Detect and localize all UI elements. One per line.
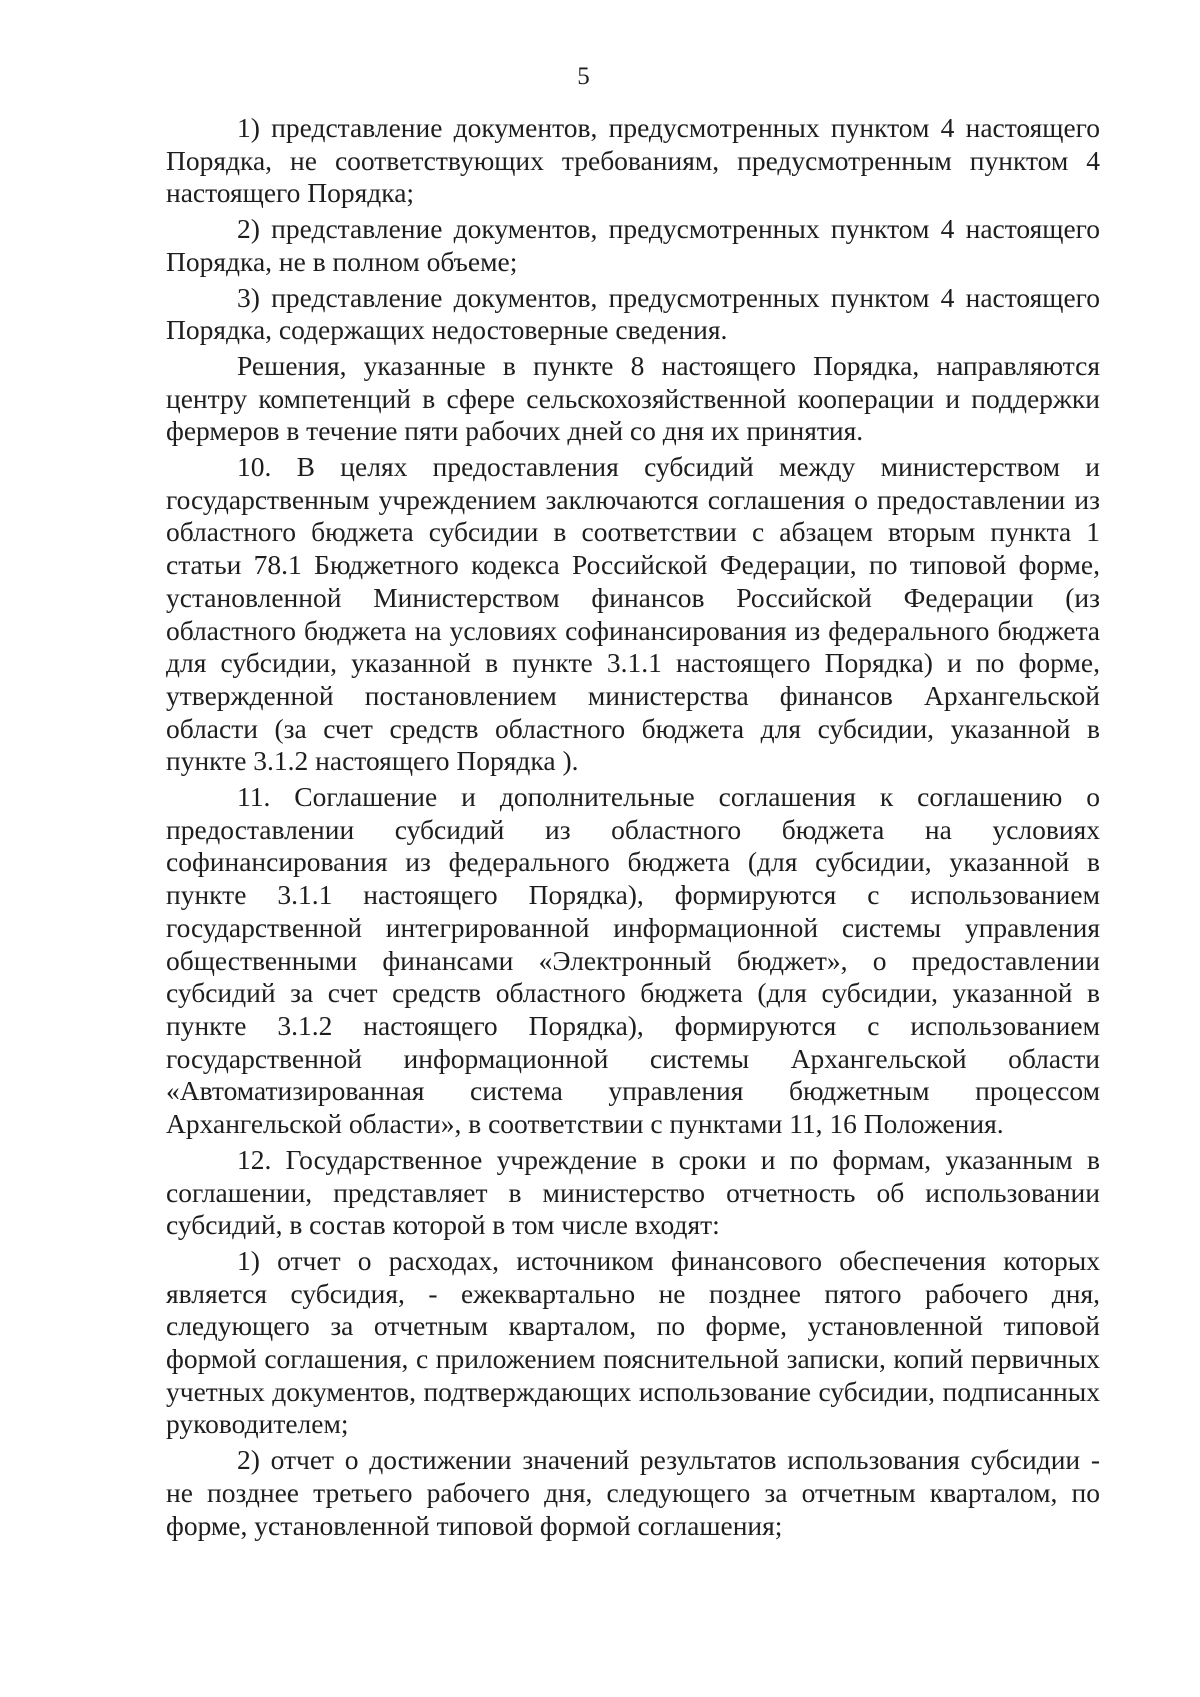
list-item-2: 2) представление документов, предусмотренных пунктом 4 настоящего Порядка, не в полном объеме; — [166, 213, 1100, 277]
decisions-paragraph: Решения, указанные в пункте 8 настоящего Порядка, направляются центру компетенций в сфере сельскохозяйственной кооперации и поддержки фермеров в течение пяти рабочих дней со дня их принятия. — [166, 349, 1100, 447]
clause-12-item-2: 2) отчет о достижении значений результатов использования субсидии - не позднее третьего рабочего дня, следующего за отчетным кварталом, по форме, установленной типовой формой соглашения; — [166, 1444, 1100, 1541]
page-number: 5 — [577, 63, 590, 90]
clause-10: 10. В целях предоставления субсидий между министерством и государственным учреждением заключаются соглашения о предоставлении из областного бюджета субсидии в соответствии с абзацем вторым пункта 1 статьи 78.1 Бюджетного кодекса Российской Федерации, по типовой форме, установленной Министерством финансов Российской Федерации (из областного бюджета на условиях софинансирования из федерального бюджета для субсидии, указанной в пункте 3.1.1 настоящего Порядка) и по форме, утвержденной постановлением министерства финансов Архангельской области (за счет средств областного бюджета для субсидии, указанной в пункте 3.1.2 настоящего Порядка ). — [166, 451, 1100, 777]
clause-12: 12. Государственное учреждение в сроки и по формам, указанным в соглашении, представляет в министерство отчетность об использовании субсидий, в состав которой в том числе входят: — [166, 1143, 1100, 1241]
clause-12-item-1: 1) отчет о расходах, источником финансового обеспечения которых является субсидия, - ежеквартально не позднее пятого рабочего дня, следующего за отчетным кварталом, по форме, установленной типовой формой соглашения, с приложением пояснительной записки, копий первичных учетных документов, подтверждающих использование субсидии, подписанных руководителем; — [166, 1244, 1100, 1440]
document-body — [166, 112, 1100, 1545]
list-item-1: 1) представление документов, предусмотренных пунктом 4 настоящего Порядка, не соответствующих требованиям, предусмотренным пунктом 4 настоящего Порядка; — [166, 112, 1100, 209]
list-item-3: 3) представление документов, предусмотренных пунктом 4 настоящего Порядка, содержащих недостоверные сведения. — [166, 281, 1100, 346]
clause-11: 11. Соглашение и дополнительные соглашения к соглашению о предоставлении субсидий из областного бюджета на условиях софинансирования из федерального бюджета (для субсидии, указанной в пункте 3.1.1 настоящего Порядка), формируются с использованием государственной интегрированной информационной системы управления общественными финансами «Электронный бюджет», о предоставлении субсидий за счет средств областного бюджета (для субсидии, указанной в пункте 3.1.2 настоящего Порядка), формируются с использованием государственной информационной системы Архангельской области «Автоматизированная система управления бюджетным процессом Архангельской области», в соответствии с пунктами 11, 16 Положения. — [166, 781, 1100, 1140]
